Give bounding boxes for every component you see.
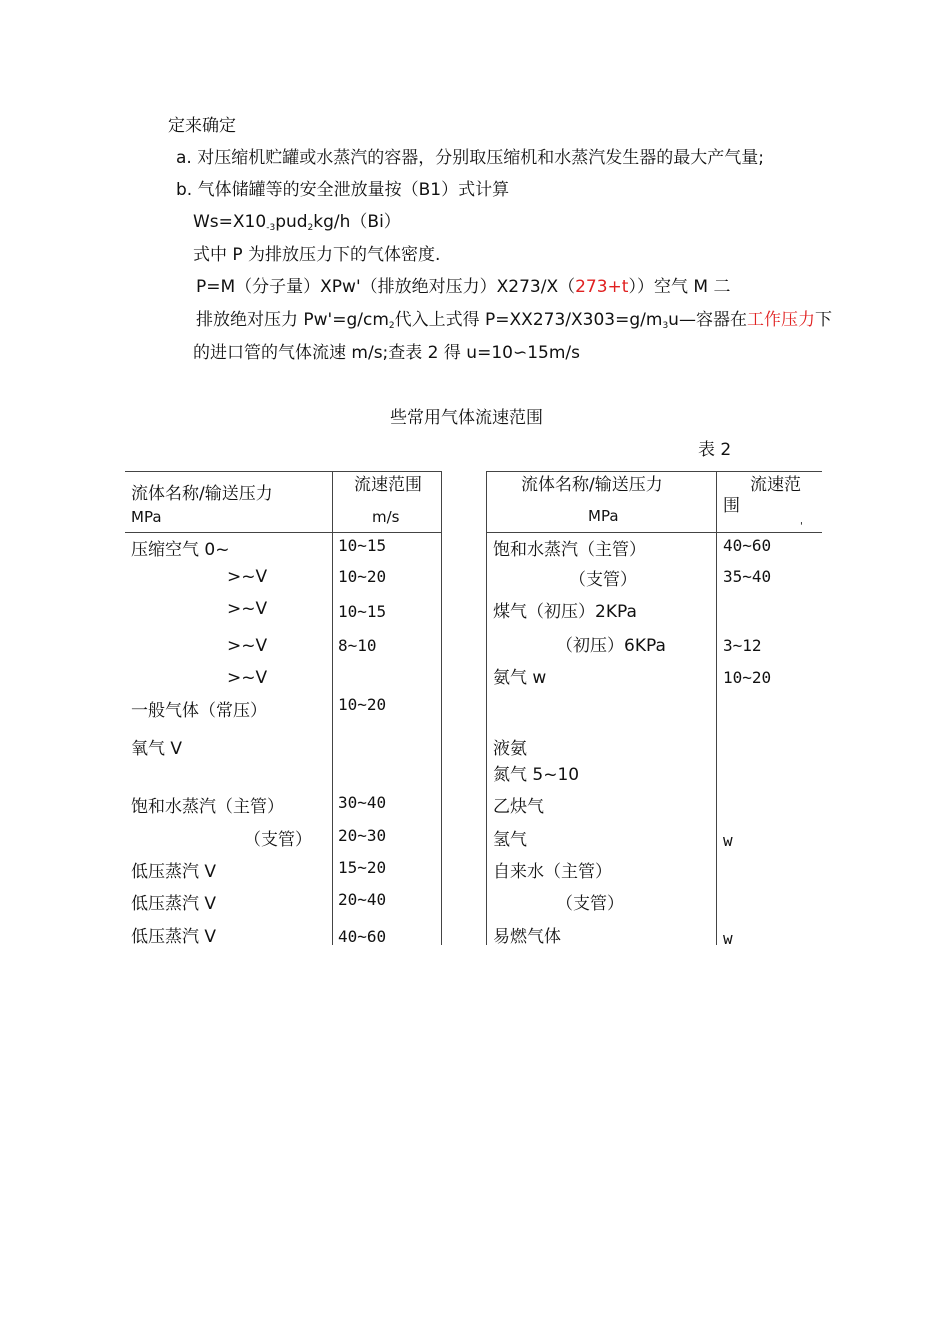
left-header-unit: MPa [131, 508, 162, 526]
text-line-2: a. 对压缩机贮罐或水蒸汽的容器，分别取压缩机和水蒸汽发生器的最大产气量; [176, 148, 764, 168]
left-row-name: （支管） [244, 830, 312, 850]
left-row-range: 10~15 [338, 602, 387, 621]
table-title: 些常用气体流速范围 [390, 408, 543, 428]
formula-line [193, 212, 401, 238]
table-top-border-left [125, 471, 441, 472]
right-header-range: 流速范 [750, 475, 801, 495]
formula-sub-1: -3 [266, 223, 276, 233]
right-row-range: w [723, 831, 733, 850]
formula-sub-2: 2 [307, 223, 314, 233]
left-row-range: 30~40 [338, 793, 387, 812]
left-row-range: 10~20 [338, 695, 387, 714]
left-row-name: >~V [227, 599, 268, 619]
right-row-range: 40~60 [723, 536, 772, 555]
right-row-name: 易燃气体 [493, 927, 561, 947]
left-row-range: 15~20 [338, 858, 387, 877]
line7-red-text: 工作压力 [746, 310, 815, 330]
left-row-name: >~V [227, 567, 268, 587]
line7-part-b: 代入上式得 P=XX273/X303=g/m [394, 310, 663, 330]
right-row-name: （初压）6KPa [556, 636, 666, 656]
header-bottom-border-right [486, 532, 822, 533]
line6-part-b: ））空气 M 二 [628, 277, 731, 297]
left-row-range: 10~15 [338, 536, 387, 555]
right-header-unit: MPa [588, 507, 619, 525]
right-header-name: 流体名称/输送压力 [521, 475, 663, 495]
left-row-name: >~V [227, 636, 268, 656]
right-table-left-border [486, 471, 487, 945]
line7-part-c: u—容器在 [668, 310, 747, 330]
left-row-name: 低压蒸汽 V [131, 927, 217, 947]
right-row-name: 氢气 [493, 830, 527, 850]
header-bottom-border-left [125, 532, 441, 533]
left-row-name: 压缩空气 0~ [131, 540, 230, 560]
text-line-5: 式中 P 为排放压力下的气体密度. [193, 245, 441, 265]
left-row-range: 20~40 [338, 890, 387, 909]
left-table-right-border [441, 471, 442, 945]
left-row-name: 饱和水蒸汽（主管） [131, 797, 284, 817]
right-row-name: 乙炔气 [493, 797, 544, 817]
right-row-range: 3~12 [723, 636, 762, 655]
right-row-name: 煤气（初压）2KPa [493, 602, 637, 622]
formula-part-c: kg/h（Bi） [313, 212, 401, 232]
line7-part-d: 下 [814, 310, 832, 330]
right-column-divider [716, 471, 717, 945]
left-row-name: >~V [227, 668, 268, 688]
line7-sub-1: 2 [388, 321, 395, 331]
left-column-divider [332, 471, 333, 945]
line6-part-a: P=M（分子量）XPw'（排放绝对压力）X273/X（ [196, 277, 576, 297]
right-header-mark: ' [800, 521, 803, 532]
right-row-name: 液氨 [493, 739, 527, 759]
line6-red-text: 273+t [575, 277, 629, 297]
right-row-name: 饱和水蒸汽（主管） [493, 540, 646, 560]
table-top-border-right [486, 471, 822, 472]
formula-part-b: pud [275, 212, 308, 232]
right-row-range: 35~40 [723, 567, 772, 586]
right-header-range-2: 围 [723, 496, 740, 516]
text-line-6 [196, 277, 730, 297]
left-row-range: 40~60 [338, 927, 387, 946]
left-row-range: 8~10 [338, 636, 377, 655]
left-row-name: 氧气 V [131, 739, 183, 759]
left-row-name: 一般气体（常压） [131, 701, 267, 721]
right-row-name: 氨气 w [493, 668, 547, 688]
left-row-name: 低压蒸汽 V [131, 894, 217, 914]
table-label: 表 2 [698, 440, 732, 460]
right-row-name: （支管） [556, 894, 624, 914]
left-header-range: 流速范围 [354, 475, 422, 495]
line7-part-a: 排放绝对压力 Pw'=g/cm [196, 310, 389, 330]
line7-sub-2: 3 [662, 321, 669, 331]
formula-part-a: Ws=X10 [193, 212, 267, 232]
left-header-name: 流体名称/输送压力 [131, 484, 273, 504]
left-header-range-unit: m/s [372, 508, 400, 526]
text-line-1: 定来确定 [168, 116, 236, 136]
right-row-name: 氮气 5~10 [493, 765, 580, 785]
right-row-range: 10~20 [723, 668, 772, 687]
left-row-name: 低压蒸汽 V [131, 862, 217, 882]
text-line-8: 的进口管的气体流速 m/s;查表 2 得 u=10∽15m/s [193, 343, 580, 363]
left-row-range: 20~30 [338, 826, 387, 845]
text-line-3: b. 气体储罐等的安全泄放量按（B1）式计算 [176, 180, 510, 200]
right-row-range: w [723, 929, 733, 948]
right-row-name: （支管） [569, 570, 637, 590]
left-row-range: 10~20 [338, 567, 387, 586]
text-line-7 [196, 310, 832, 336]
right-row-name: 自来水（主管） [493, 862, 612, 882]
